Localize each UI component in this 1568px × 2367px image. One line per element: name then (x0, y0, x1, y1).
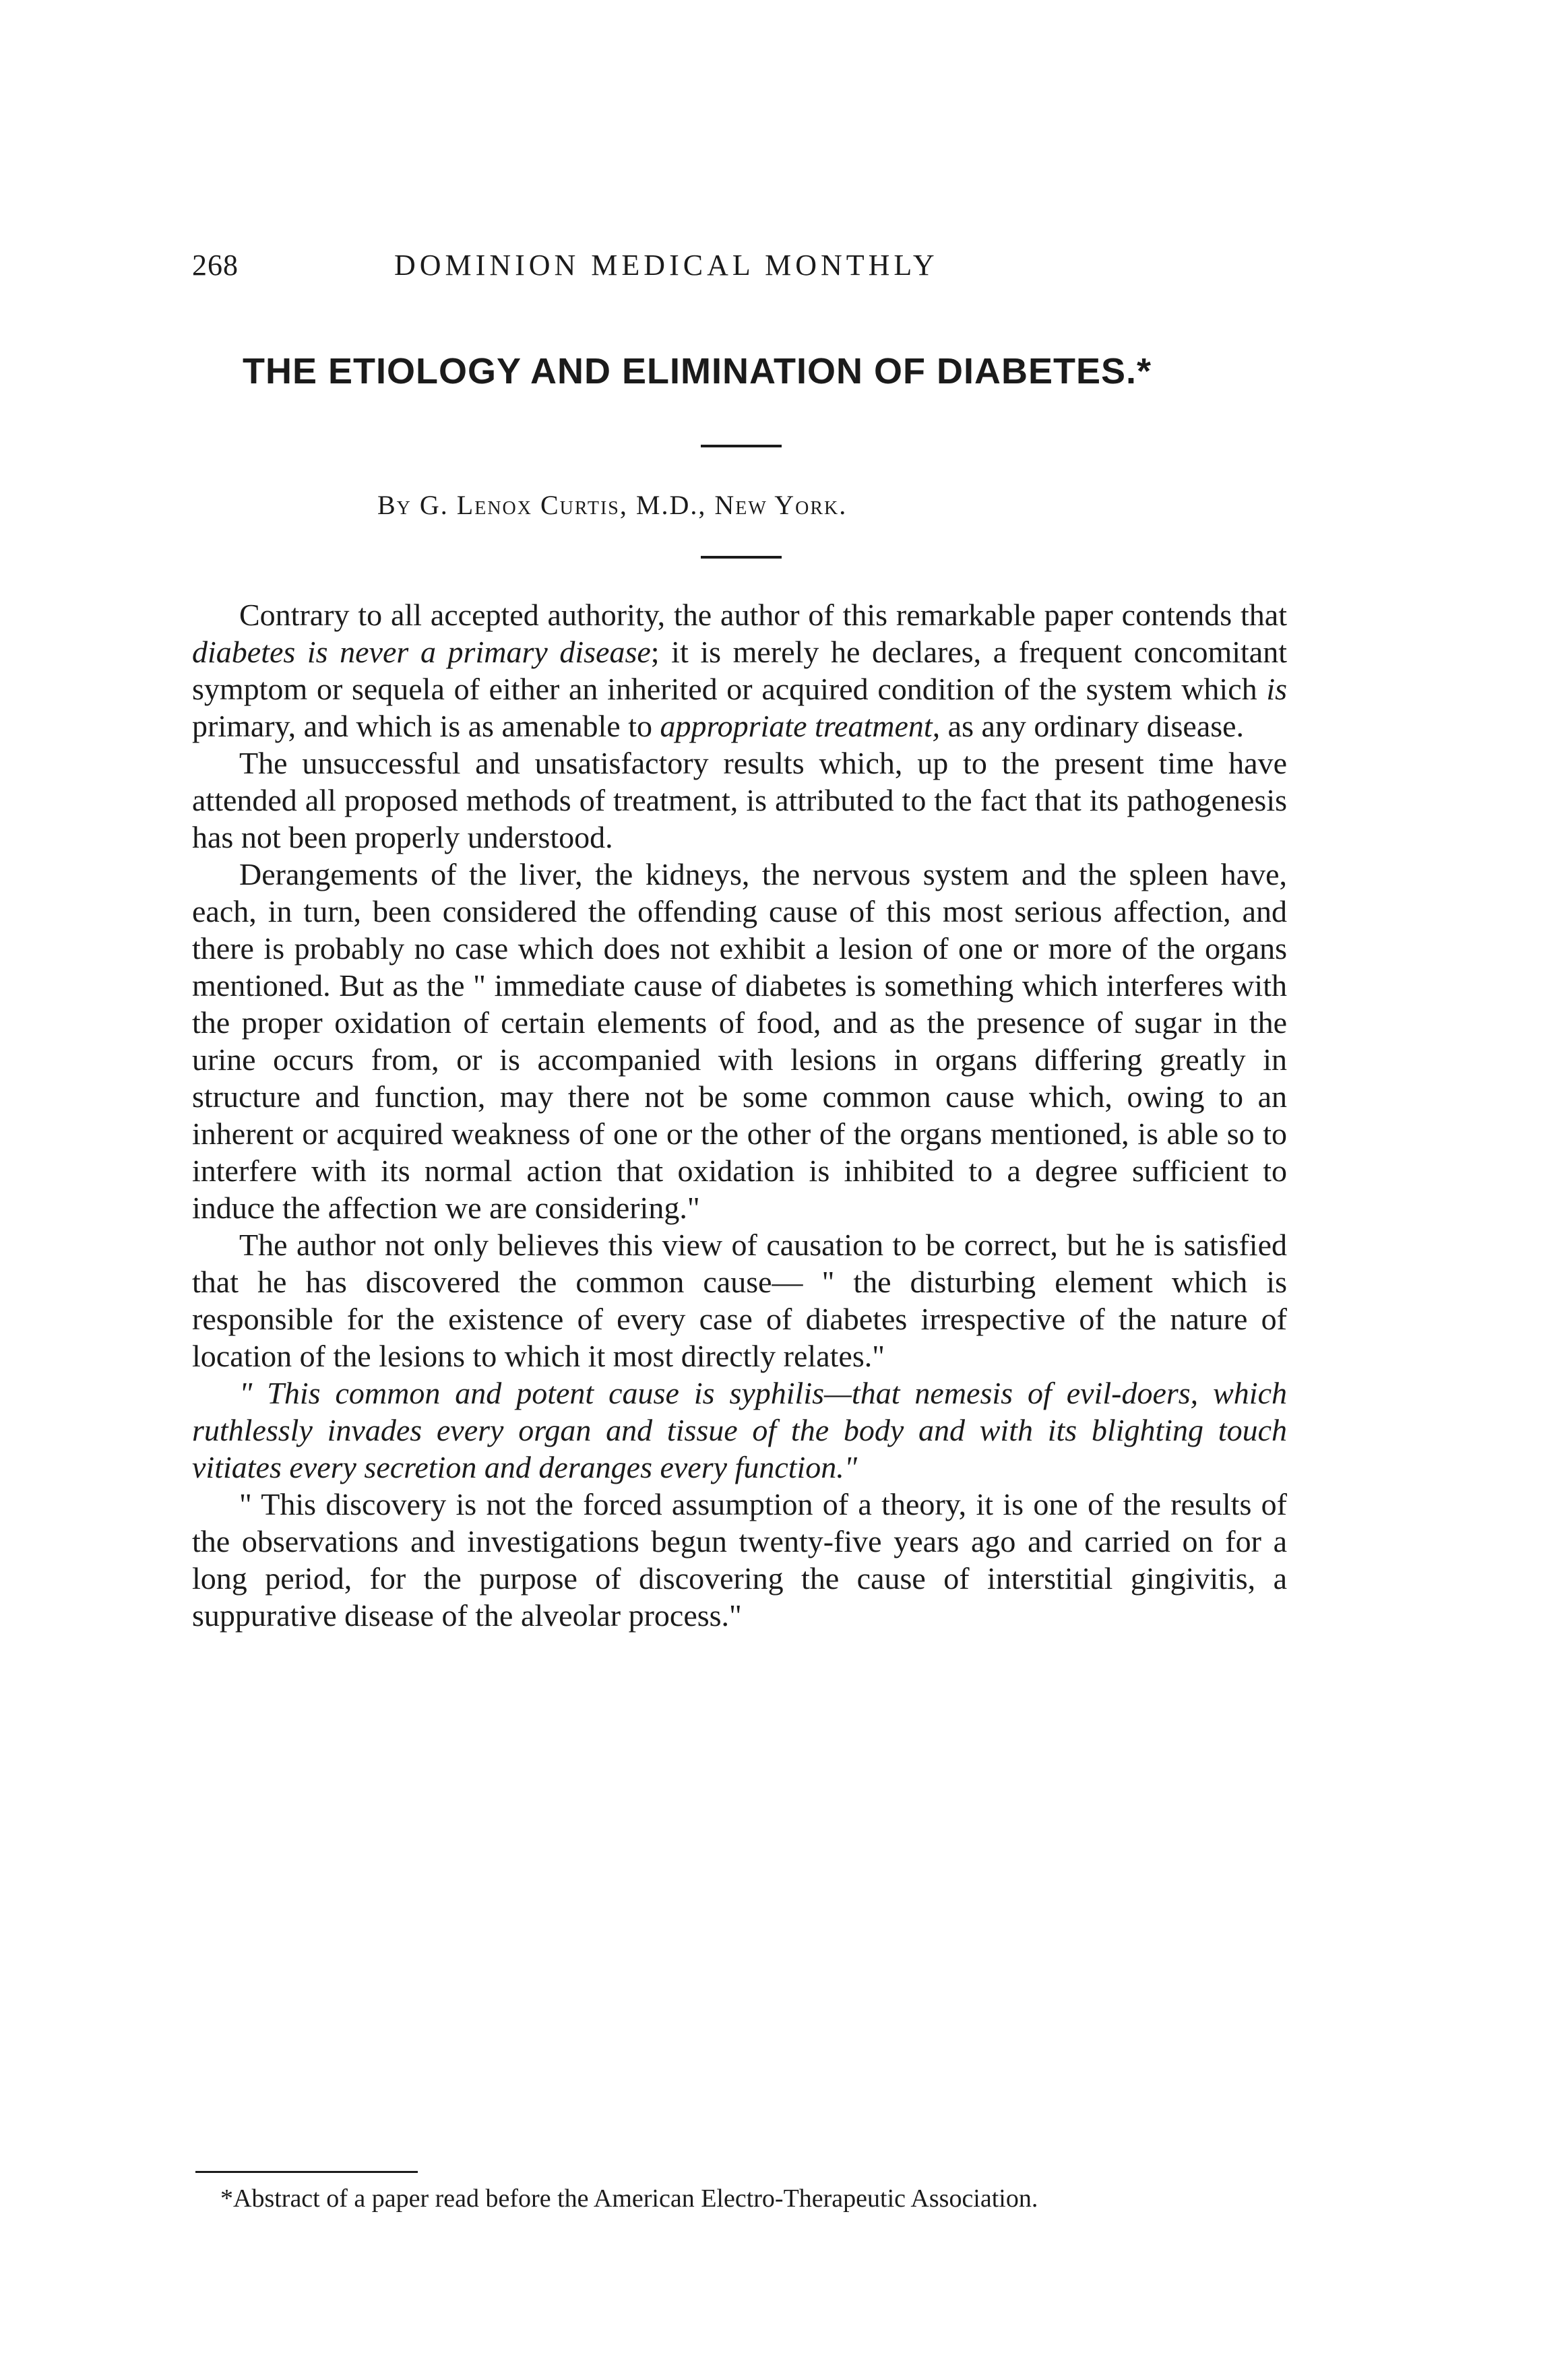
paragraph-1-emphasis-c: appropriate treatment, (660, 709, 941, 743)
page-header (192, 248, 1368, 288)
page-number: 268 (192, 249, 239, 282)
paragraph-1-text-a: Contrary to all accepted authority, the author of this remarkable paper contends that (239, 598, 1287, 632)
article-byline: By G. Lenox Curtis, M.D., New York. (377, 490, 848, 520)
article-body (192, 596, 1287, 1634)
paragraph-5 (192, 1375, 1287, 1486)
paragraph-1-text-c: ; it is merely he declares, a frequent concomitant symptom or sequela of either an inherited or acquired condition of the system which (192, 635, 1287, 706)
title-divider-top (701, 445, 782, 447)
paragraph-1 (192, 596, 1287, 745)
footnote-divider (195, 2171, 418, 2173)
paragraph-4: The author not only believes this view of causation to be correct, but he is satisfied that he has discovered the common cause— " the disturbing element which is responsible for the existence of every case of diabetes irrespective of the nature of location of the lesions to which it most directly relates." (192, 1228, 1287, 1373)
paragraph-1-emphasis-b: is (1266, 672, 1287, 706)
paragraph-6: " This discovery is not the forced assumption of a theory, it is one of the results of the observations and investigations begun twenty-five years ago and carried on for a long period, for the purpose of discovering the cause of interstitial gingivitis, a suppurative disease of the alveolar process." (192, 1487, 1287, 1633)
paragraph-5-quote: " This common and potent cause is syphilis—that nemesis of evil-doers, which ruthlessly invades every organ and tissue of the body and with its blighting touch vitiates every secretion and deranges every function." (192, 1376, 1287, 1484)
footnote: *Abstract of a paper read before the American Electro-Therapeutic Association. (220, 2184, 1038, 2213)
paragraph-2: The unsuccessful and unsatisfactory results which, up to the present time have attended all proposed methods of treatment, is attributed to the fact that its pathogenesis has not been properly understood. (192, 746, 1287, 854)
paragraph-3: Derangements of the liver, the kidneys, the nervous system and the spleen have, each, in turn, been considered the offending cause of this most serious affection, and there is probably no case which does not exhibit a lesion of one or more of the organs mentioned. But as the " immediate cause of diabetes is something which interferes with the proper oxidation of certain elements of food, and as the presence of sugar in the urine occurs from, or is accompanied with lesions in organs differing greatly in structure and function, may there not be some common cause which, owing to an inherent or acquired weakness of one or the other of the organs mentioned, is able so to interfere with its normal action that oxidation is inhibited to a degree sufficient to induce the affection we are considering." (192, 857, 1287, 1225)
running-head: DOMINION MEDICAL MONTHLY (394, 249, 939, 282)
paragraph-1-text-e: primary, and which is as amenable to (192, 709, 660, 743)
title-divider-bottom (701, 556, 782, 559)
paragraph-1-text-g: as any ordinary disease. (940, 709, 1245, 743)
paragraph-1-emphasis-a: diabetes is never a primary disease (192, 635, 651, 669)
article-title: THE ETIOLOGY AND ELIMINATION OF DIABETES.* (243, 351, 1152, 391)
